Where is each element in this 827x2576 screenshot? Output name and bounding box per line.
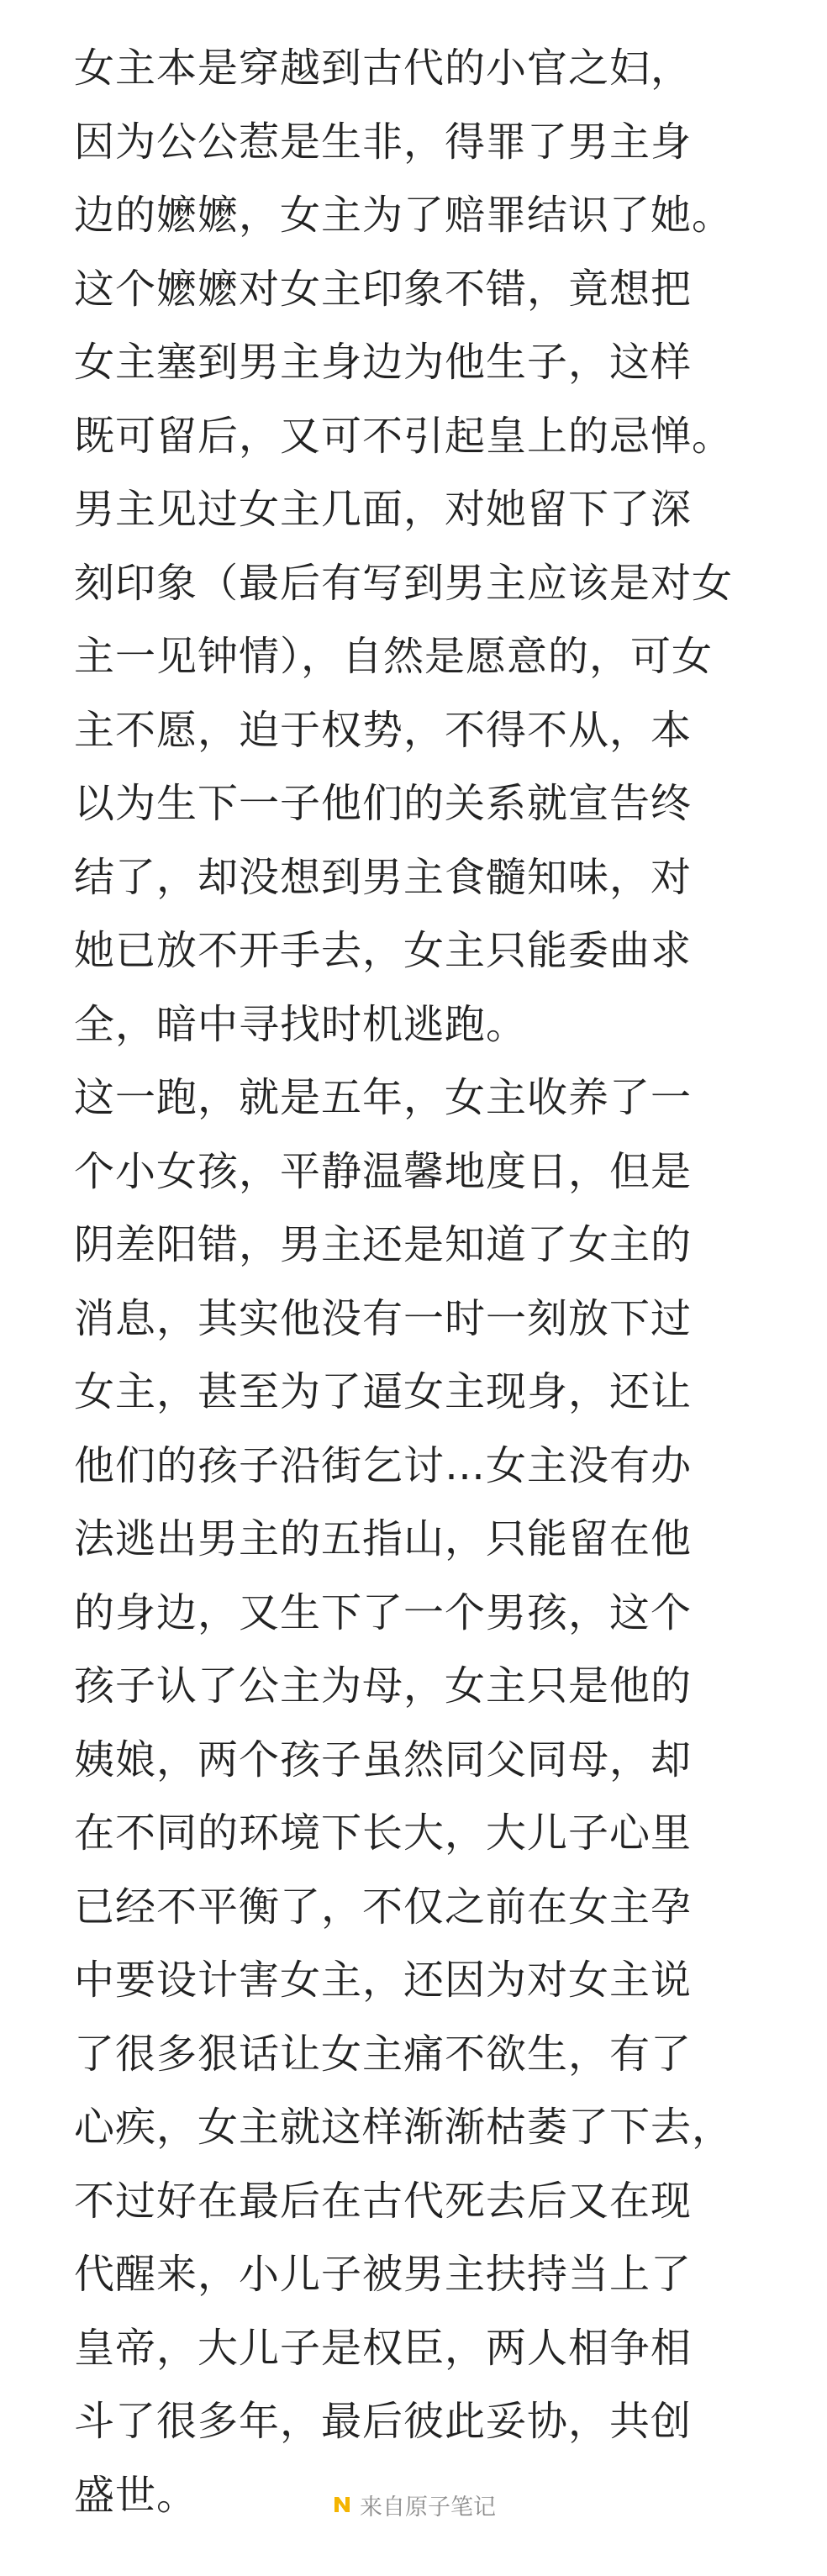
text-line: 姨娘，两个孩子虽然同父同母，却 xyxy=(74,1736,693,1783)
text-line: 消息，其实他没有一时一刻放下过 xyxy=(74,1294,693,1342)
text-line: 既可留后，又可不引起皇上的忌惮。 xyxy=(74,412,734,460)
text-line: 代醒来，小儿子被男主扶持当上了 xyxy=(74,2251,693,2298)
text-line: 孩子认了公主为母，女主只是他的 xyxy=(74,1662,693,1709)
text-line: 心疾，女主就这样渐渐枯萎了下去， xyxy=(74,2104,734,2151)
text-line: 主一见钟情），自然是愿意的，可女 xyxy=(74,633,714,680)
source-footer xyxy=(0,2488,827,2521)
n-logo-icon xyxy=(331,2494,353,2515)
text-line: 不过好在最后在古代死去后又在现 xyxy=(74,2177,693,2225)
text-line: 这一跑，就是五年，女主收养了一 xyxy=(74,1074,693,1121)
text-line: 法逃出男主的五指山，只能留在他 xyxy=(74,1515,693,1562)
text-line: 皇帝，大儿子是权臣，两人相争相 xyxy=(74,2324,693,2372)
text-line: 女主，甚至为了逼女主现身，还让 xyxy=(74,1368,693,1415)
text-line: 阴差阳错，男主还是知道了女主的 xyxy=(74,1221,693,1268)
text-line: 结了，却没想到男主食髓知味，对 xyxy=(74,853,693,901)
text-line: 了很多狠话让女主痛不欲生，有了 xyxy=(74,2030,693,2078)
text-line: 盛世。 xyxy=(74,2471,198,2519)
text-line: 在不同的环境下长大，大儿子心里 xyxy=(74,1810,693,1857)
text-line: 刻印象（最后有写到男主应该是对女 xyxy=(74,559,734,607)
source-label: 来自原子笔记 xyxy=(360,2494,496,2521)
text-line: 他们的孩子沿街乞讨…女主没有办 xyxy=(74,1441,693,1489)
text-line: 女主塞到男主身边为他生子，这样 xyxy=(74,339,693,386)
article-body xyxy=(74,32,772,2532)
text-line: 中要设计害女主，还因为对女主说 xyxy=(74,1957,693,2004)
text-line: 已经不平衡了，不仅之前在女主孕 xyxy=(74,1883,693,1931)
text-line: 全，暗中寻找时机逃跑。 xyxy=(74,1000,528,1048)
text-line: 以为生下一子他们的关系就宣告终 xyxy=(74,780,693,827)
text-line: 的身边，又生下了一个男孩，这个 xyxy=(74,1588,693,1636)
text-line: 女主本是穿越到古代的小官之妇， xyxy=(74,45,693,92)
text-line: 边的嬷嬷，女主为了赔罪结识了她。 xyxy=(74,192,734,239)
text-line: 主不愿，迫于权势，不得不从，本 xyxy=(74,706,693,754)
text-line: 斗了很多年，最后彼此妥协，共创 xyxy=(74,2398,693,2445)
text-line: 这个嬷嬷对女主印象不错，竟想把 xyxy=(74,265,693,313)
text-line: 男主见过女主几面，对她留下了深 xyxy=(74,486,693,533)
text-line: 因为公公惹是生非，得罪了男主身 xyxy=(74,118,693,166)
text-line: 个小女孩，平静温馨地度日，但是 xyxy=(74,1147,693,1195)
text-line: 她已放不开手去，女主只能委曲求 xyxy=(74,927,693,974)
